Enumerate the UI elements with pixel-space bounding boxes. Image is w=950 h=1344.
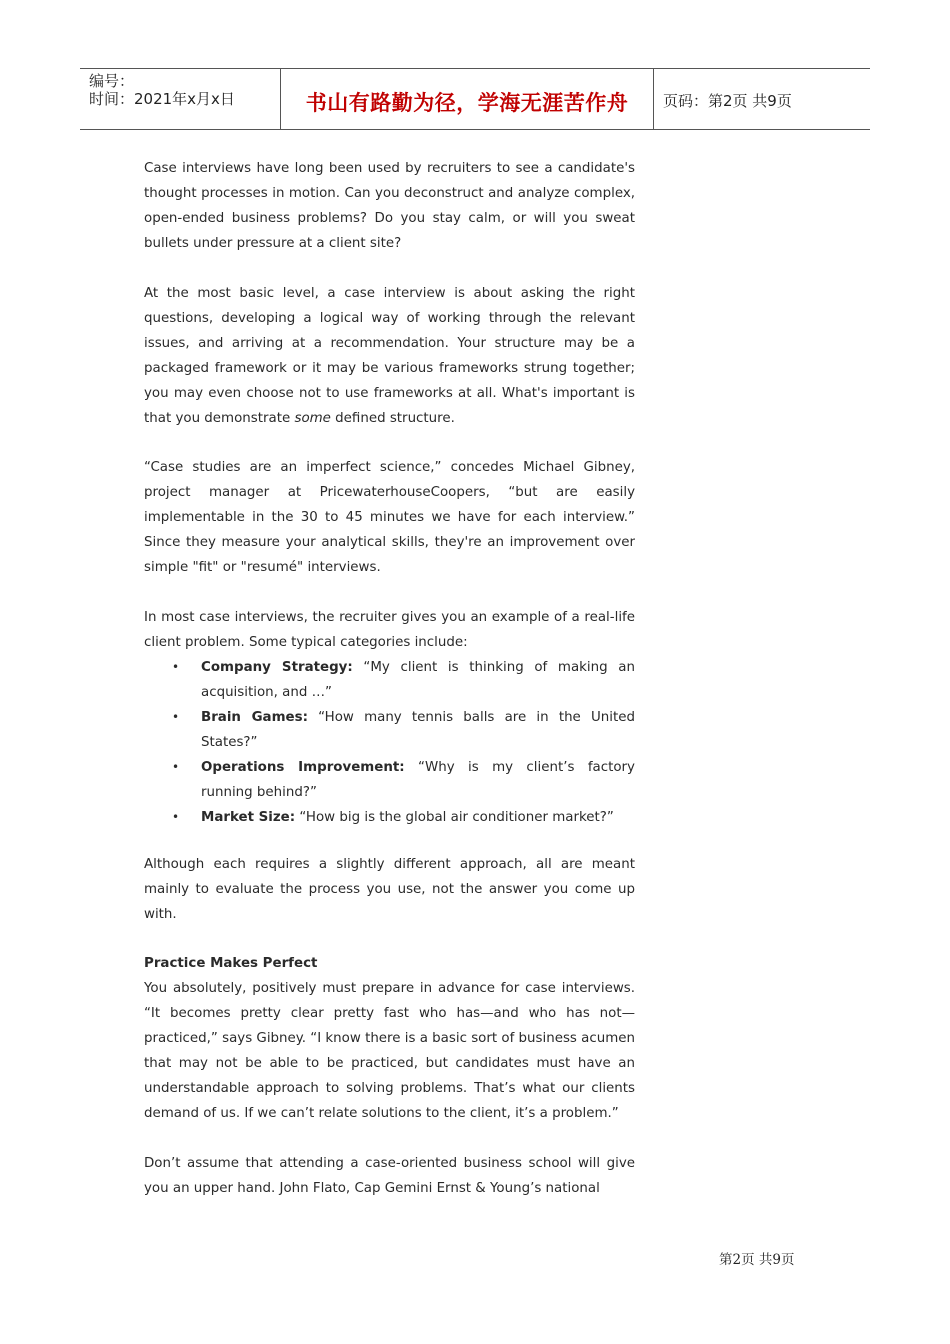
list-item [144,805,635,830]
list-item-label: Market Size: [201,809,296,825]
document-date-label: 时间：2021年x月x日 [89,90,235,108]
category-list [144,655,635,830]
emphasis-text: some [294,410,331,426]
page-footer: 第2页 共9页 [719,1252,795,1268]
header-motto-cell [281,69,654,129]
list-item-text: “My client is thinking of making an acquisition, and …” [201,659,635,700]
paragraph: “Case studies are an imperfect science,” concedes Michael Gibney, project manager at PricewaterhouseCoopers, “but are easily implementable in the 30 to 45 minutes we have for each interview.” Since they measure your analytical skills, they're an improvement over simple "fit" or "resumé" interviews. [144,460,635,575]
list-item-label: Brain Games: [201,709,308,725]
document-number-label: 编号： [89,72,135,90]
paragraph-text: At the most basic level, a case interview is about asking the right questions, developing a logical way of working through the relevant issues, and arriving at a recommendation. Your structure may be a packaged framework or it may be various frameworks strung together; you may even choose not to use frameworks at all. What's important is that you demonstrate [144,285,635,426]
list-item [144,655,635,705]
paragraph: Case interviews have long been used by recruiters to see a candidate's thought processes in motion. Can you deconstruct and analyze complex, open-ended business problems? Do you stay calm, or will you sweat bullets under pressure at a client site? [144,161,635,251]
header-meta-cell [80,69,281,129]
bullet-icon: • [172,709,180,724]
paragraph: In most case interviews, the recruiter gives you an example of a real-life client problem. Some typical categories include: [144,609,635,650]
list-item-label: Company Strategy: [201,659,353,675]
bullet-icon: • [172,659,180,674]
list-item-text: “How big is the global air conditioner market?” [295,809,614,825]
section-heading: Practice Makes Perfect [144,956,318,971]
bullet-icon: • [172,809,180,824]
header-motto: 书山有路勤为径，学海无涯苦作舟 [305,90,629,115]
document-body [144,156,635,1201]
list-item [144,755,635,805]
paragraph [144,281,635,431]
list-item [144,705,635,755]
paragraph-text: defined structure. [330,410,455,426]
bullet-icon: • [172,759,180,774]
header-page-cell [654,69,870,129]
paragraph: Although each requires a slightly different approach, all are meant mainly to evaluate the process you use, not the answer you come up with. [144,856,635,922]
list-item-label: Operations Improvement: [201,759,405,775]
page-header [80,68,870,130]
paragraph: You absolutely, positively must prepare in advance for case interviews. “It becomes pretty clear pretty fast who has—and who has not—practiced,” says Gibney. “I know there is a basic sort of business acumen that may not be able to be practiced, but candidates must have an understandable approach to solving problems. That’s what our clients demand of us. If we can’t relate solutions to the client, it’s a problem.” [144,981,635,1121]
header-page-number: 页码：第2页 共9页 [663,92,792,110]
list-item-text: “Why is my client’s factory running behind?” [201,759,635,800]
list-item-text: “How many tennis balls are in the United States?” [201,709,635,750]
paragraph: Don’t assume that attending a case-oriented business school will give you an upper hand. John Flato, Cap Gemini Ernst & Young’s national [144,1155,635,1196]
